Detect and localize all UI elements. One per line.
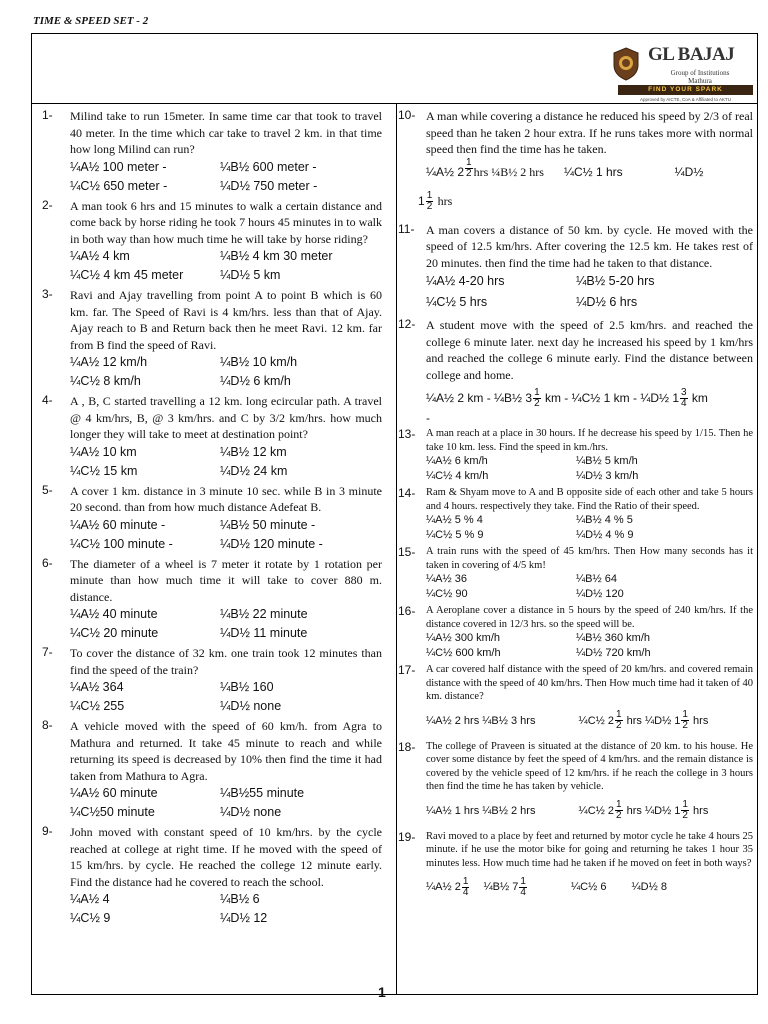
option-c: ¼C½ 2 bbox=[578, 804, 614, 817]
question-options bbox=[426, 513, 753, 543]
option-d: ¼D½ 120 minute - bbox=[220, 536, 323, 551]
option-d: ¼D½ 750 meter - bbox=[220, 178, 318, 193]
question-number: 17- bbox=[398, 663, 416, 677]
option-a: ¼A½ 2 bbox=[426, 881, 461, 893]
option-a: ¼A½ 300 km/h bbox=[426, 632, 500, 644]
logo-approved: Approved by AICTE, CoA & Affiliated to AKTU bbox=[640, 97, 731, 102]
question-number: 9- bbox=[42, 824, 53, 838]
question-options bbox=[426, 271, 753, 313]
emblem-icon bbox=[612, 47, 640, 81]
question-options bbox=[70, 784, 382, 822]
question-text: A cover 1 km. distance in 3 minute 10 sec. while B in 3 minute 20 second. than from how much distance Adefeat B. bbox=[70, 483, 382, 514]
option-a: ¼A½ 36 bbox=[426, 573, 467, 585]
question-19 bbox=[398, 830, 753, 905]
option-a: ¼A½ 4 km bbox=[70, 249, 130, 263]
option-d: ¼D½ 8 bbox=[631, 881, 667, 893]
option-c: ¼C½ 5 % 9 bbox=[426, 529, 484, 541]
question bbox=[398, 427, 753, 484]
question-number: 10- bbox=[398, 108, 416, 122]
option-a: ¼A½ 10 km bbox=[70, 444, 137, 459]
question-number: 3- bbox=[42, 287, 53, 301]
question-number: 1- bbox=[42, 108, 53, 122]
option-c: ¼C½ 100 minute - bbox=[70, 536, 173, 551]
logo-name: GL BAJAJ bbox=[648, 44, 735, 65]
question bbox=[42, 483, 382, 554]
question-text: The diameter of a wheel is 7 meter it rotate by 1 rotation per minute than how much time it will take to cover 880 m. distance. bbox=[70, 556, 382, 604]
option-c: ¼C½ 1 hrs bbox=[563, 164, 623, 179]
logo-subtitle bbox=[670, 69, 730, 85]
question-text: A student move with the speed of 2.5 km/hrs. and reached the college 6 minute later. next day he increased his speed by 1 km/hrs and reached the college 6 minute early. Find the distance between college and home. bbox=[426, 318, 753, 382]
question-options bbox=[426, 631, 753, 661]
question-options: ¼A½ 2 km - ¼B½ 3 $\frac{1}{2}$ km - ¼C½ 1 km - ¼D½ 1 $\frac{3}{4}$ km bbox=[426, 387, 708, 410]
question bbox=[398, 486, 753, 543]
option-a: ¼A½ 40 minute bbox=[70, 607, 158, 621]
option-a: ¼A½ 4-20 hrs bbox=[426, 274, 505, 288]
option-b: ¼B½ 5 km/h bbox=[576, 455, 638, 467]
column-divider bbox=[396, 104, 397, 995]
question-10 bbox=[398, 108, 753, 216]
option-d: ¼D½ 3 km/h bbox=[576, 470, 639, 482]
question bbox=[42, 393, 382, 481]
option-a: ¼A½ 60 minute - bbox=[70, 517, 166, 532]
question-number: 2- bbox=[42, 197, 53, 212]
question-options bbox=[426, 454, 753, 484]
option-d: ¼D½ 12 bbox=[220, 911, 268, 925]
option-b: ¼B½55 minute bbox=[220, 786, 305, 800]
question-options bbox=[70, 516, 382, 554]
option-c: ¼C½ 90 bbox=[426, 588, 468, 600]
question bbox=[42, 556, 382, 644]
question-number: 15- bbox=[398, 545, 416, 559]
fraction: $\frac{1}{2}$ bbox=[426, 189, 433, 212]
left-column bbox=[42, 108, 382, 930]
option-c: ¼C½ 4 km/h bbox=[426, 470, 489, 482]
question-options bbox=[426, 870, 753, 904]
question-options bbox=[70, 605, 382, 643]
fraction: $\frac{1}{4}$ bbox=[520, 875, 526, 898]
question-text: A man covers a distance of 50 km. by cycle. He moved with the speed of 12.5 km/hrs. After covering the 12.5 km. He takes rest of 20 minutes. then find the time had he taken to that distance. bbox=[426, 222, 753, 270]
question-number: 16- bbox=[398, 604, 416, 618]
option-a: ¼A½ 12 km/h bbox=[70, 355, 148, 369]
option-b: ¼B½ 4 % 5 bbox=[576, 514, 633, 526]
question-12: 12- A student move with the speed of 2.5 km/hrs. and reached the college 6 minute later. next day he increased his speed by 1 km/hrs and reached the college 6 minute early. Find the distance between college and home. ¼A½ 2 km - ¼B½ 3 $\frac{1}{2}$ km - ¼C½ 1 km - ¼D½ 1 $\frac{3}{4}$ km - bbox=[398, 317, 753, 425]
option-b: ¼B½ 600 meter - bbox=[220, 159, 317, 174]
question-number: 8- bbox=[42, 718, 53, 732]
question-text: A man reach at a place in 30 hours. If he decrease his speed by 1/15. Then he take 10 km. less. Find the speed in km./hrs. bbox=[426, 428, 753, 453]
option-c: ¼C½ 15 km bbox=[70, 463, 138, 478]
question-options bbox=[70, 890, 382, 928]
logo-sub1: Group of Institutions bbox=[670, 69, 730, 77]
question-options bbox=[426, 158, 753, 186]
question-number: 18- bbox=[398, 739, 416, 754]
question-text: A man while covering a distance he reduced his speed by 2/3 of real speed than he taken 2 hour extra. If he runs takes more with normal speed then find the time has he taken. bbox=[426, 109, 753, 156]
question bbox=[42, 108, 382, 196]
question-options bbox=[426, 572, 753, 602]
option-c: ¼C½50 minute bbox=[70, 805, 155, 819]
fraction: $\frac{3}{4}$ bbox=[681, 387, 687, 410]
question-text: Ravi and Ajay travelling from point A to point B which is 60 km. far. The Speed of Ravi is 4 km/hrs. less than that of Ajay. Ajay reach to B and Return back then he meet Ravi. 12 km. far from B find the speed of Ravi. bbox=[70, 288, 382, 352]
option-c: ¼C½ 5 hrs bbox=[426, 295, 488, 309]
option-b: ¼B½ 4 km 30 meter bbox=[220, 249, 333, 263]
question-options bbox=[70, 158, 382, 196]
question-number: 7- bbox=[42, 645, 53, 659]
option-c: ¼C½ 9 bbox=[70, 911, 111, 925]
logo-row bbox=[32, 34, 757, 104]
option-d-value: 1 $\frac{1}{2}$ hrs bbox=[418, 189, 453, 212]
question bbox=[42, 287, 382, 391]
question-text: Ram & Shyam move to A and B opposite side of each other and take 5 hours and 4 hours. respectively they take. Find the Ratio of their speed. bbox=[426, 487, 753, 512]
question-options: ¼A½ 2 hrs ¼B½ 3 hrs ¼C½ 2 $\frac{1}{2}$ hrs ¼D½ 1 $\frac{1}{2}$ hrs bbox=[426, 709, 709, 732]
question-text: Ravi moved to a place by feet and returned by motor cycle he take 4 hours 25 minute. if he use the motor bike for going and returning he takes 1 hour 35 minutes less. How much time had he taken if he moved on feet in both ways? bbox=[426, 830, 753, 869]
option-d: ¼D½ bbox=[674, 164, 704, 179]
option-d: hrs ¼D½ 1 bbox=[626, 804, 681, 817]
question-text: To cover the distance of 32 km. one train took 12 minutes than find the speed of the train? bbox=[70, 646, 382, 677]
question-text: A Aeroplane cover a distance in 5 hours by the speed of 240 km/hrs. If the distance covered in 12/3 hrs. so the speed will be. bbox=[426, 605, 753, 630]
option-b: ¼B½ 64 bbox=[576, 573, 617, 585]
option-a-b: ¼A½ 1 hrs ¼B½ 2 hrs bbox=[426, 804, 536, 817]
question-number: 13- bbox=[398, 427, 416, 441]
option-d: ¼D½ none bbox=[220, 805, 282, 819]
question-17 bbox=[398, 663, 753, 738]
question-number: 5- bbox=[42, 482, 53, 497]
option-a: ¼A½ 6 km/h bbox=[426, 455, 488, 467]
option-b: ¼B½ 12 km bbox=[220, 444, 287, 459]
option-b: ¼B½ 6 bbox=[220, 892, 260, 906]
option-a: ¼A½ 4 bbox=[70, 892, 110, 906]
option-d: ¼D½ 4 % 9 bbox=[576, 529, 634, 541]
question-text: John moved with constant speed of 10 km/hrs. by the cycle reached at college at right time. If he moved with the speed of 15 km/hrs. by cycle. He reached the college 12 minute early. Find the distance had he covered to reach the school. bbox=[70, 825, 382, 889]
option-a: ¼A½ 364 bbox=[70, 680, 124, 694]
question-options bbox=[70, 443, 382, 481]
option-c: ¼C½ 8 km/h bbox=[70, 374, 141, 388]
option-c: ¼C½ 4 km 45 meter bbox=[70, 268, 184, 282]
question-text: Milind take to run 15meter. In same time car that took to travel 40 meter. In the time which car take to travel 2 km. in that time how long Milind can run? bbox=[70, 109, 382, 156]
question-text: The college of Praveen is situated at the distance of 20 km. to his house. He cover some distance by feet the speed of 4 km/hrs. and the remain distance is covered by the vehicle speed of 12 km/hrs. if he reach the college in 3 hours then find the time he has taken by vehicle. bbox=[426, 740, 753, 792]
option-b: ¼B½ 160 bbox=[220, 680, 274, 694]
option-d: ¼D½ 720 km/h bbox=[576, 647, 651, 659]
option-c-d: km - ¼C½ 1 km - ¼D½ 1 bbox=[544, 391, 680, 405]
question-number: 4- bbox=[42, 393, 53, 407]
question-18 bbox=[398, 740, 753, 828]
question-text: A vehicle moved with the speed of 60 km/h. from Agra to Mathura and returned. It take 45 minute to reach and while returning its speed is decreased by 10% then find the time it had taken from Mathura to Agra. bbox=[70, 719, 382, 783]
question-options bbox=[70, 678, 382, 716]
question-text: A car covered half distance with the speed of 20 km/hrs. and covered remain distance with the speed of 40 km/hrs. Then How much time had it taken of 40 km. distance? bbox=[426, 664, 753, 702]
question-number: 11- bbox=[398, 221, 415, 236]
option-a-b: ¼A½ 2 km - ¼B½ 3 bbox=[426, 391, 533, 405]
option-d: ¼D½ 5 km bbox=[220, 268, 281, 282]
option-d: ¼D½ 6 km/h bbox=[220, 374, 291, 388]
question bbox=[42, 645, 382, 716]
question-text: A , B, C started travelling a 12 km. long ecircular path. A travel @ 4 km/hrs, B, @ 3 km/hrs. and C by 3/2 km/hrs. how much longer they will take to meet at destination point? bbox=[70, 394, 382, 441]
option-d: ¼D½ 24 km bbox=[220, 463, 288, 478]
option-b: ¼B½ 5-20 hrs bbox=[576, 274, 655, 288]
question bbox=[42, 824, 382, 928]
right-column bbox=[398, 108, 753, 906]
option-c: ¼C½ 650 meter - bbox=[70, 178, 168, 193]
option-b: ¼B½ 22 minute bbox=[220, 607, 308, 621]
option-a: ¼A½ 5 % 4 bbox=[426, 514, 483, 526]
option-c: ¼C½ 255 bbox=[70, 699, 125, 713]
fraction: $\frac{1}{2}$ bbox=[615, 799, 622, 822]
question-text: A man took 6 hrs and 15 minutes to walk a certain distance and come back by horse riding he took 7 hours 45 minutes in to walk in both way than how much time he will take by horse riding? bbox=[70, 198, 382, 246]
option-d: ¼D½ 120 bbox=[576, 588, 624, 600]
option-b: ¼B½ 360 km/h bbox=[576, 632, 650, 644]
page-number: 1 bbox=[378, 984, 386, 1000]
fraction: $\frac{1}{2}$ bbox=[682, 709, 688, 732]
option-b: ¼B½ 50 minute - bbox=[220, 517, 316, 532]
question-number: 14- bbox=[398, 486, 416, 500]
question bbox=[42, 198, 382, 286]
option-a: ¼A½ 100 meter - bbox=[70, 159, 167, 174]
fraction: $\frac{1}{2}$ bbox=[534, 387, 540, 410]
question-text: A train runs with the speed of 45 km/hrs. Then How many seconds has it taken in covering of 4/5 km! bbox=[426, 546, 753, 571]
logo-sub2: Mathura bbox=[688, 77, 712, 85]
question bbox=[398, 604, 753, 661]
option-a: ¼A½ 2 bbox=[426, 164, 465, 179]
question bbox=[398, 545, 753, 602]
small-questions bbox=[398, 427, 753, 661]
option-d: hrs ¼D½ 1 bbox=[626, 714, 681, 727]
question-number: 19- bbox=[398, 829, 416, 844]
option-a-b: ¼A½ 2 hrs ¼B½ 3 hrs bbox=[426, 714, 536, 727]
option-c: ¼C½ 2 bbox=[578, 714, 614, 727]
question-number: 6- bbox=[42, 555, 53, 570]
option-d: ¼D½ none bbox=[220, 699, 282, 713]
option-d: ¼D½ 11 minute bbox=[220, 626, 308, 640]
option-b: ¼B½ 7 bbox=[483, 881, 519, 893]
institution-logo bbox=[610, 39, 755, 101]
logo-tagline: FIND YOUR SPARK bbox=[618, 85, 753, 95]
fraction: $\frac{1}{2}$ bbox=[615, 709, 622, 732]
question-options: ¼A½ 1 hrs ¼B½ 2 hrs ¼C½ 2 $\frac{1}{2}$ hrs ¼D½ 1 $\frac{1}{2}$ hrs bbox=[426, 799, 709, 822]
fraction: $\frac{1}{2}$ bbox=[682, 799, 688, 822]
question-11 bbox=[398, 222, 753, 314]
question-options bbox=[70, 247, 382, 285]
option-b: hrs ¼B½ 2 hrs bbox=[473, 164, 544, 179]
option-c: ¼C½ 20 minute bbox=[70, 626, 159, 640]
option-c: ¼C½ 600 km/h bbox=[426, 647, 501, 659]
page-header-title: TIME & SPEED SET - 2 bbox=[33, 15, 149, 27]
question bbox=[42, 718, 382, 822]
option-c: ¼C½ 6 bbox=[570, 881, 607, 893]
option-d: ¼D½ 6 hrs bbox=[576, 295, 638, 309]
fraction: $\frac{1}{4}$ bbox=[462, 875, 469, 898]
fraction: $\frac{1}{2}$ bbox=[466, 156, 472, 179]
option-a: ¼A½ 60 minute bbox=[70, 786, 158, 800]
question-number: 12- bbox=[398, 317, 416, 331]
option-b: ¼B½ 10 km/h bbox=[220, 355, 298, 369]
question-options bbox=[70, 353, 382, 391]
